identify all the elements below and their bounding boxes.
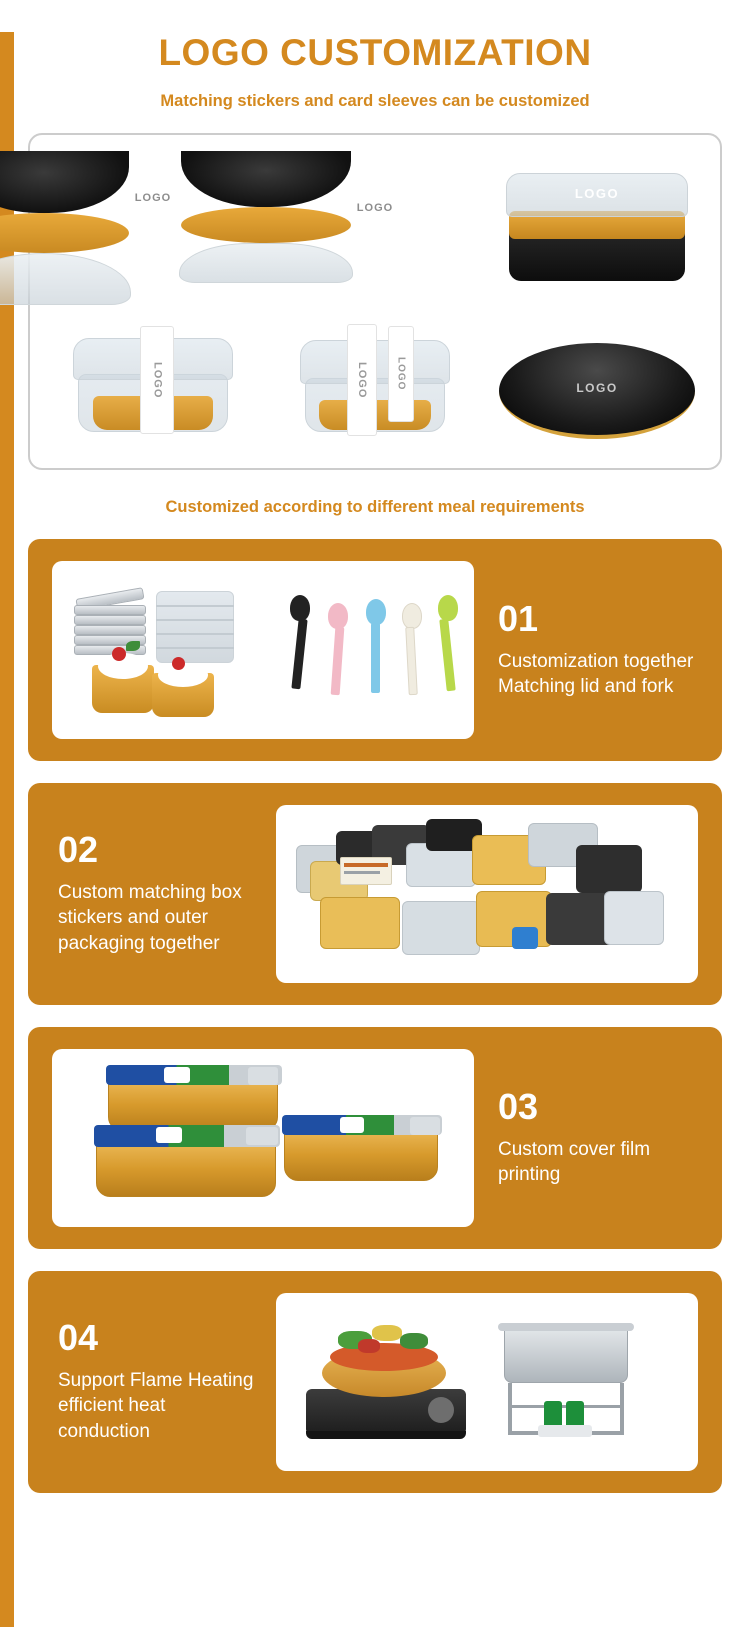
bowl-gold-interior: [181, 207, 351, 243]
page-title: LOGO CUSTOMIZATION: [158, 32, 592, 73]
card-sleeve-right: LOGO: [388, 326, 414, 422]
feature-image-02: [276, 805, 698, 983]
feature-image-03: [52, 1049, 474, 1227]
feature-row-04: [28, 1271, 722, 1493]
page-subtitle: Matching stickers and card sleeves can be customized: [160, 92, 590, 110]
feature-desc-03: Custom cover film printing: [498, 1138, 651, 1185]
feature-image-04: [276, 1293, 698, 1471]
feature-text-03: [474, 1085, 722, 1187]
feature-text-02: [28, 829, 276, 955]
flat-lid: [179, 243, 353, 283]
feature-desc-04: Support Flame Heating efficient heat conduction: [58, 1370, 254, 1442]
feature-row-01: [28, 539, 722, 761]
feature-number-04: 04: [58, 1317, 99, 1359]
gallery-item-clear-cup-sleeve: [44, 309, 262, 452]
feature-row-03: [28, 1027, 722, 1249]
bowl-base: [0, 151, 129, 213]
feature-number-03: 03: [498, 1085, 539, 1127]
logo-print: LOGO: [576, 381, 618, 395]
gallery-item-round-black-lid: [488, 309, 706, 452]
bowl-gold-interior: [0, 213, 129, 253]
feature-image-01: [52, 561, 474, 739]
feature-row-02: [28, 783, 722, 1005]
card-sleeve: LOGO: [140, 326, 174, 434]
logo-gallery-panel: [28, 133, 722, 470]
feature-desc-01: Customization together Matching lid and fork: [498, 650, 694, 697]
mid-note: Customized according to different meal requirements: [165, 498, 585, 516]
feature-text-01: [474, 597, 722, 699]
page-root: [0, 32, 750, 1493]
gallery-item-round-black-bowl-flat-lid: [266, 151, 484, 305]
feature-number-02: 02: [58, 829, 99, 871]
feature-text-04: [28, 1317, 276, 1443]
gallery-item-rectangular-black-tray: [488, 151, 706, 305]
gallery-item-clear-square-cup-sleeve: [266, 309, 484, 452]
feature-desc-02: Custom matching box stickers and outer packaging together: [58, 882, 242, 954]
card-sleeve-left: LOGO: [347, 324, 377, 436]
dome-lid: [0, 253, 131, 305]
logo-print: LOGO: [574, 186, 620, 201]
logo-sticker: LOGO: [344, 195, 406, 221]
feature-number-01: 01: [498, 597, 539, 639]
logo-sticker: LOGO: [122, 185, 184, 211]
